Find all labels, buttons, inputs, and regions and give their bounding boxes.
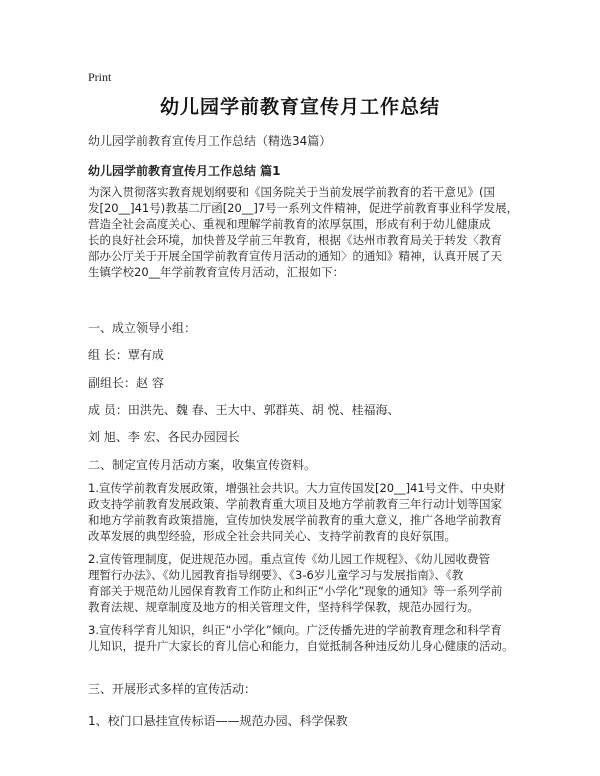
heading-leadership-group: 一、成立领导小组： (88, 321, 197, 335)
text-line: 育部关于规范幼儿园保育教育工作防止和纠正“小学化”现象的通知》等一系列学前 (88, 584, 503, 598)
heading-plan: 二、制定宣传月活动方案，收集宣传资料。 (88, 458, 317, 472)
intro-paragraph (88, 184, 520, 280)
text-line: 长的良好社会环境，加快普及学前三年教育，根据《达州市教育局关于转发〈教育 (88, 233, 502, 247)
text-line: 生镇学校20__年学前教育宣传月活动，汇报如下： (88, 265, 345, 279)
text-line: 理暂行办法》、《幼儿园教育指导纲要》、《3-6岁儿童学习与发展指南》、《教 (88, 568, 464, 582)
text-line: 和地方学前教育政策措施，宣传加快发展学前教育的重大意义，推广各地学前教育 (88, 513, 502, 527)
text-line: 改革发展的典型经验，形成全社会共同关心、支持学前教育的良好氛围。 (88, 529, 456, 543)
text-line: 政支持学前教育发展政策、学前教育重大项目及地方学前教育三年行动计划等国家 (88, 497, 502, 511)
page-title: 幼儿园学前教育宣传月工作总结 (159, 96, 440, 118)
heading-activities: 三、开展形式多样的宣传活动： (88, 682, 257, 696)
text-line: 发[20__]41号)教基二厅函[20__]7号一系列文件精神，促进学前教育事业科学发展， (88, 201, 519, 215)
text-line: 儿知识，提升广大家长的育儿信心和能力，自觉抵制各种违反幼儿身心健康的活动。 (88, 639, 514, 653)
text-line: 教育法规、规章制度及地方的相关管理文件，坚持科学保教，规范办园行为。 (88, 600, 479, 614)
leader-line: 组 长：覃有成 (88, 348, 164, 362)
print-label: Print (88, 70, 112, 84)
text-line: 2.宣传管理制度，促进规范办园。重点宣传《幼儿园工作规程》、《幼儿园收费管 (88, 552, 490, 566)
subtitle: 幼儿园学前教育宣传月工作总结（精选34篇） (88, 134, 332, 148)
text-line: 部办公厅关于开展全国学前教育宣传月活动的通知〉的通知》精神，认真开展了天 (88, 249, 502, 263)
section-heading: 幼儿园学前教育宣传月工作总结 篇1 (88, 164, 281, 178)
text-line: 1.宣传学前教育发展政策，增强社会共识。大力宣传国发[20__]41号文件、中央财 (88, 481, 506, 495)
activity-1: 1、校门口悬挂宣传标语——规范办园、科学保教 (88, 714, 348, 728)
text-line: 为深入贯彻落实教育规划纲要和《国务院关于当前发展学前教育的若干意见》(国 (88, 185, 495, 199)
paragraph-3 (88, 622, 520, 654)
deputy-line: 副组长：赵 容 (88, 376, 164, 390)
paragraph-2 (88, 551, 520, 615)
text-line: 3.宣传科学育儿知识，纠正“小学化”倾向。广泛传播先进的学前教育理念和科学育 (88, 623, 502, 637)
members-line: 成 员：田洪先、魏 春、王大中、郭群英、胡 悦、桂福海、 (88, 403, 400, 417)
paragraph-1 (88, 480, 520, 544)
text-line: 营造全社会高度关心、重视和理解学前教育的浓厚氛围，形成有利于幼儿健康成 (88, 217, 491, 231)
members-line-2: 刘 旭、李 宏、各民办园园长 (88, 430, 240, 444)
